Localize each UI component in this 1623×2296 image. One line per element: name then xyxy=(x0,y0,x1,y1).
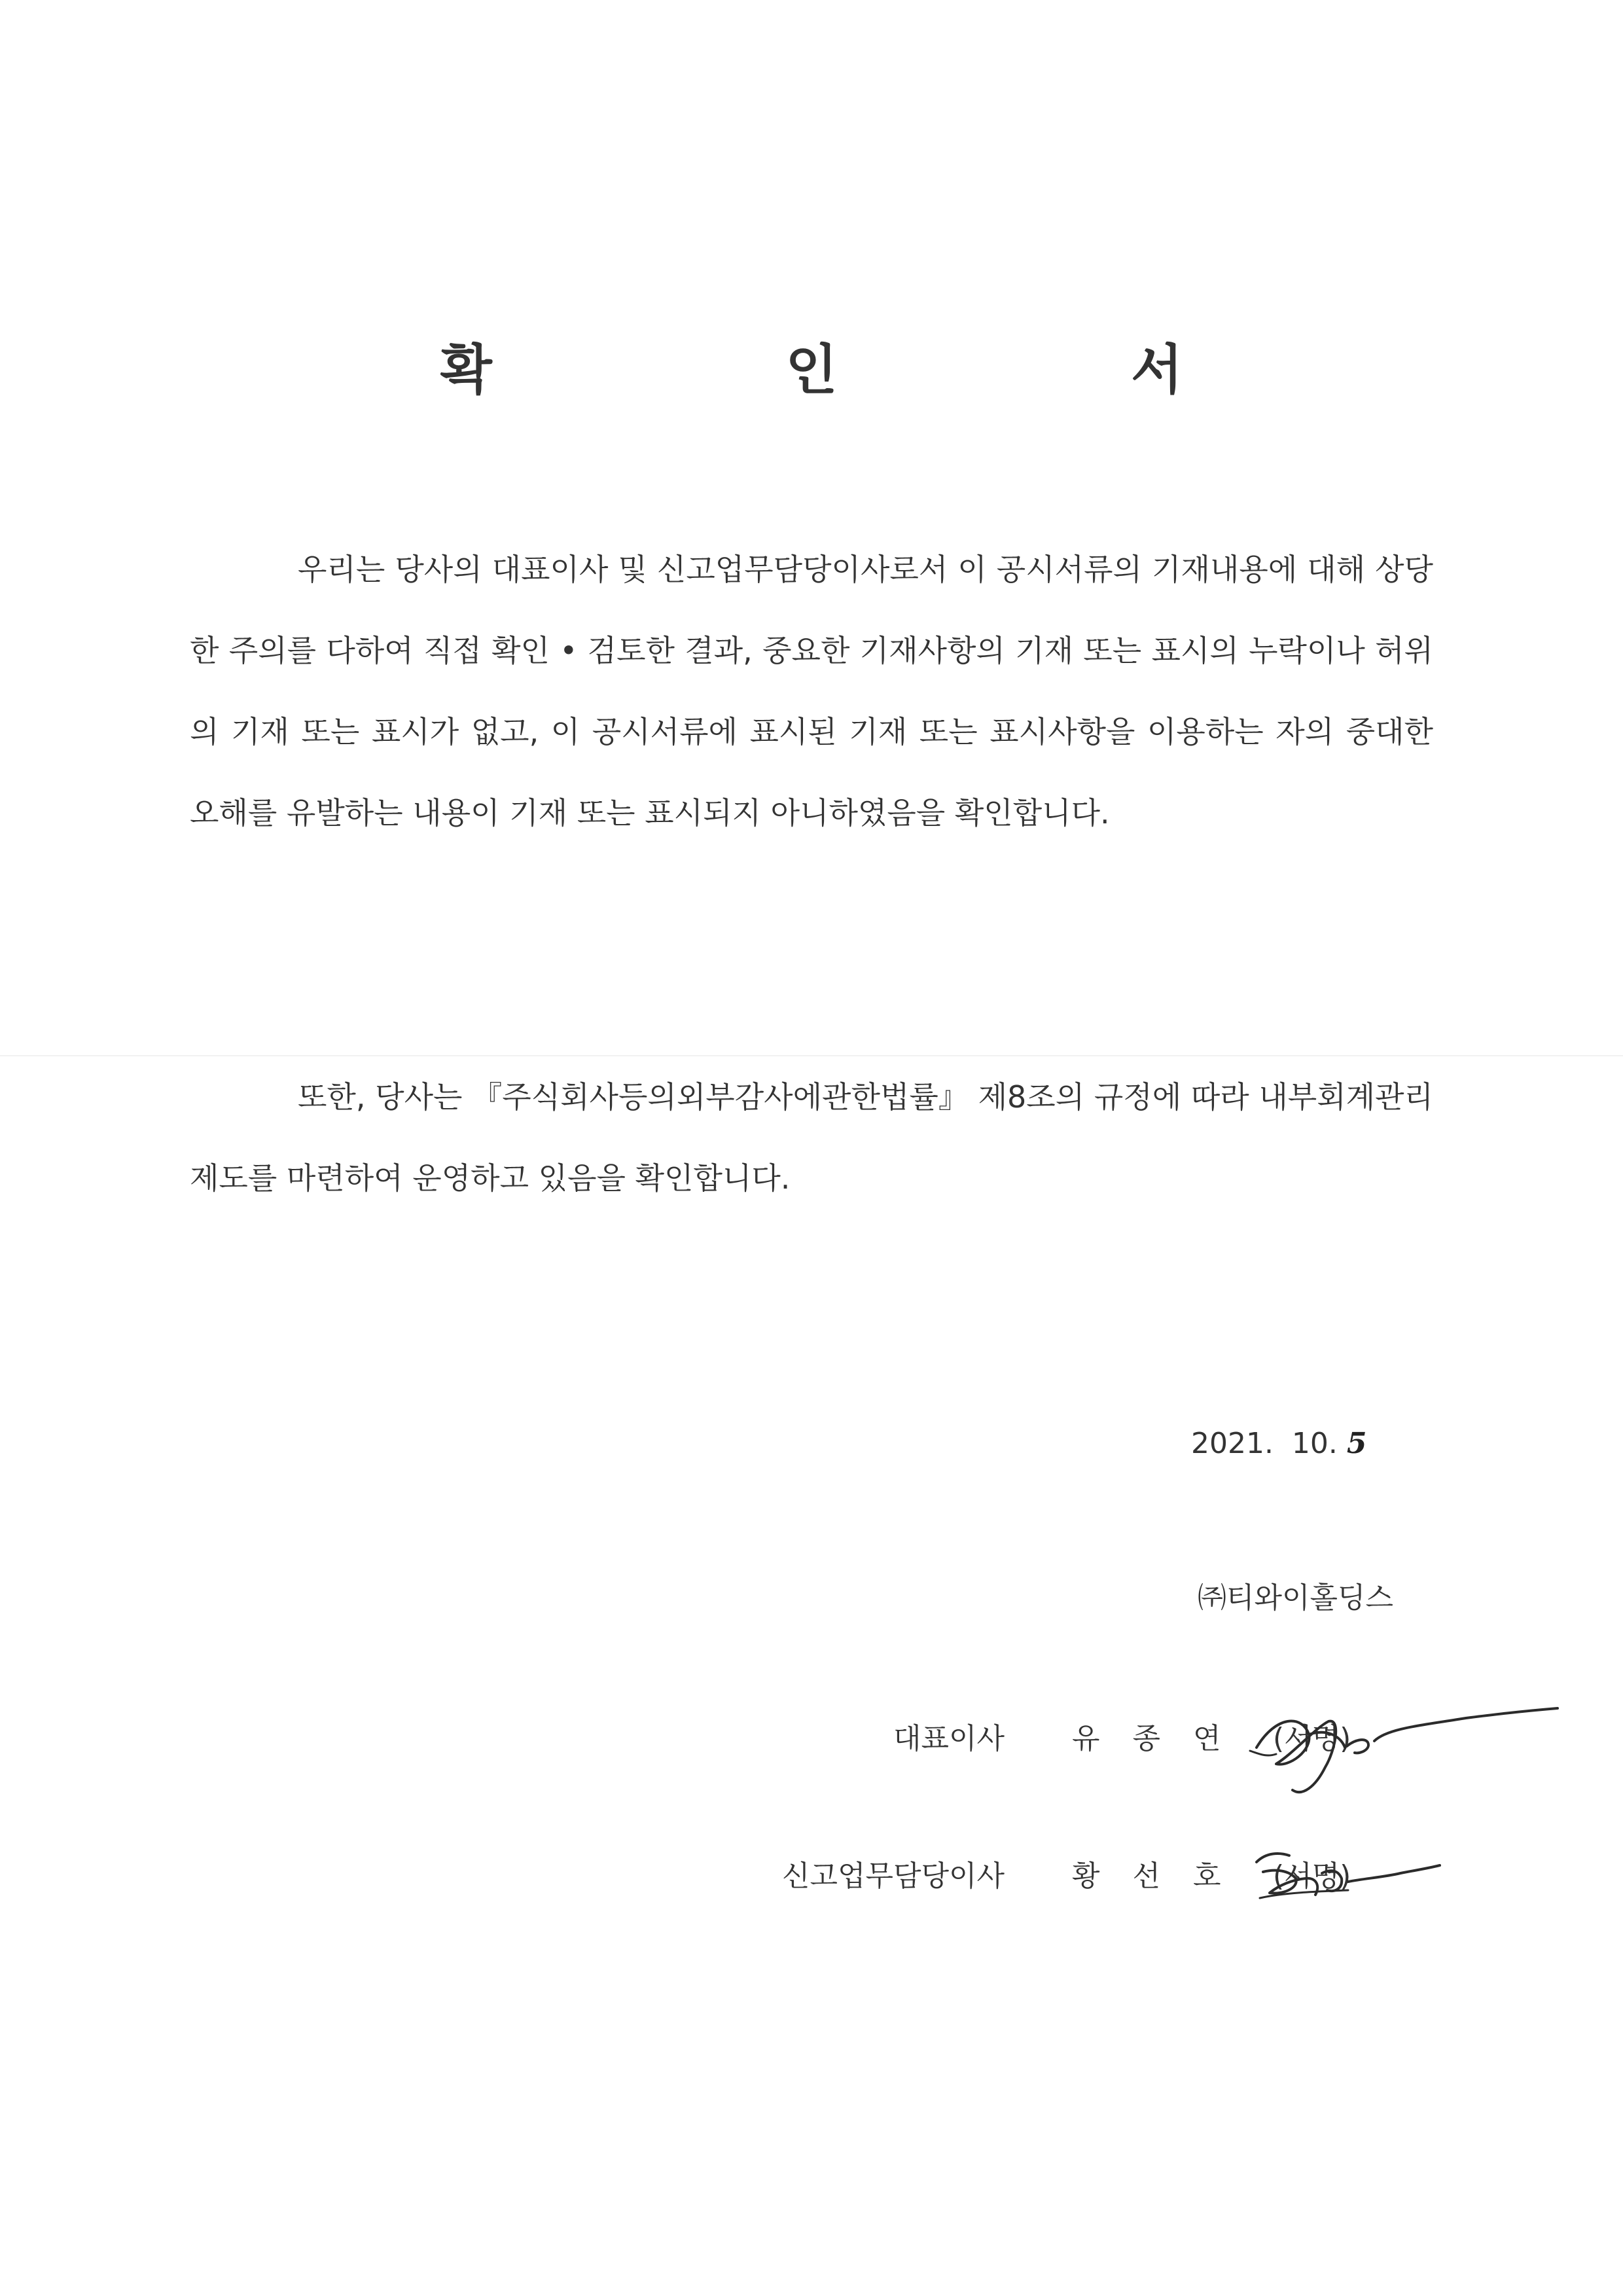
internal-control-paragraph-text: 또한, 당사는 『주식회사등의외부감사에관한법률』 제8조의 규정에 따라 내부회계관리 제도를 마련하여 운영하고 있음을 확인합니다. xyxy=(190,1079,1433,1196)
seal-label: (서명) xyxy=(1273,1859,1351,1893)
confirmation-paragraph xyxy=(190,529,1433,853)
date-printed: 2021. 10. xyxy=(1191,1427,1338,1460)
seal-label: (서명) xyxy=(1273,1722,1351,1755)
document-date xyxy=(1191,1427,1367,1460)
confirmation-paragraph-text: 우리는 당사의 대표이사 및 신고업무담당이사로서 이 공시서류의 기재내용에 대해 상당한 주의를 다하여 직접 확인 • 검토한 결과, 중요한 기재사항의 기재 또는 표시의 누락이나 허위의 기재 또는 표시가 없고, 이 공시서류에 표시된 기재 또는 표시사항을 이용하는 자의 중대한 오해를 유발하는 내용이 기재 또는 표시되지 아니하였음을 확인합니다. xyxy=(190,552,1433,831)
signatory-name: 유 종 연 xyxy=(1072,1722,1233,1755)
internal-control-paragraph xyxy=(190,1056,1433,1219)
signatory-row-disclosure-officer xyxy=(0,1852,1623,1931)
signatory-row-ceo xyxy=(0,1715,1623,1793)
signatory-role: 대표이사 xyxy=(893,1722,1005,1755)
company-name: ㈜티와이홀딩스 xyxy=(1198,1581,1394,1615)
signatory-name: 황 선 호 xyxy=(1072,1859,1233,1893)
signatory-role: 신고업무담당이사 xyxy=(781,1859,1005,1893)
document-title: 확 인 서 xyxy=(440,339,1321,401)
date-handwritten-day: 5 xyxy=(1346,1427,1367,1460)
